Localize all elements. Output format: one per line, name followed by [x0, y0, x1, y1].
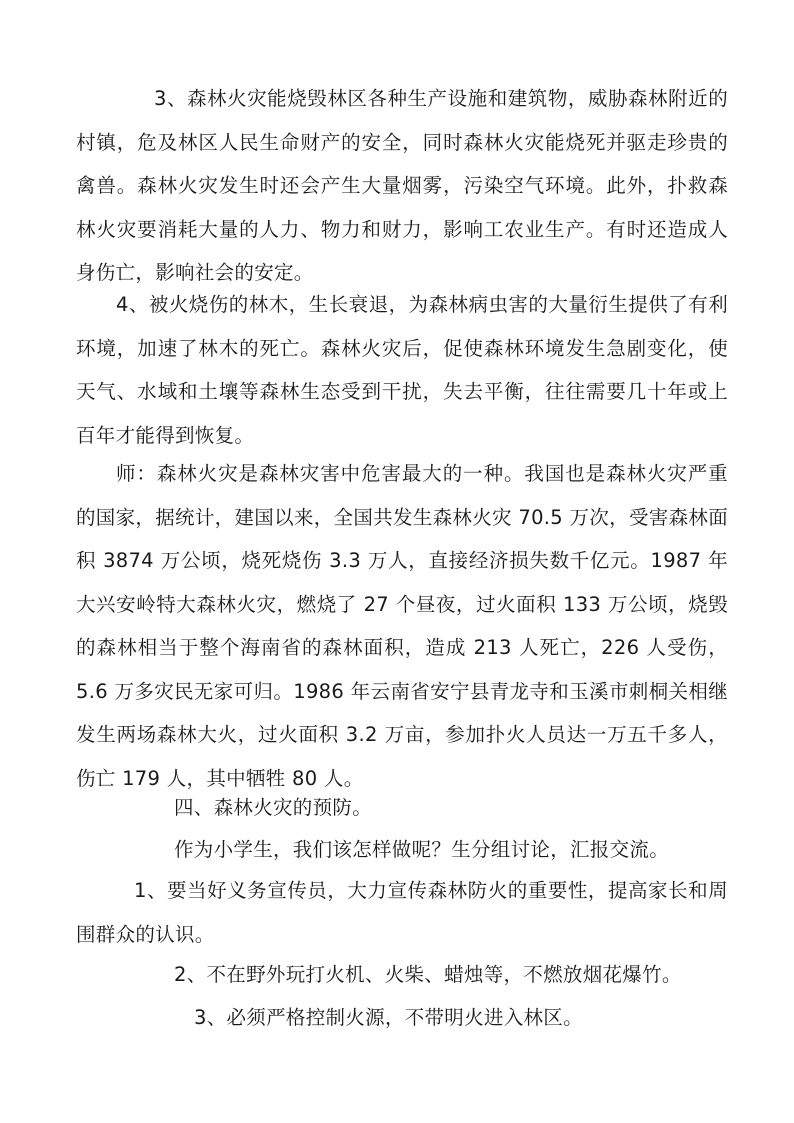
paragraph-3-forest-fire-damage: 3、森林火灾能烧毁林区各种生产设施和建筑物，威胁森林附近的村镇，危及林区人民生命财产的安全，同时森林火灾能烧死并驱走珍贵的禽兽。森林火灾发生时还会产生大量烟雾，污染空气环境。此外，扑救森林火灾要消耗大量的人力、物力和财力，影响工农业生产。有时还造成人身伤亡，影响社会的安定。: [76, 87, 728, 284]
paragraph-4-tree-damage: 4、被火烧伤的林木，生长衰退，为森林病虫害的大量衍生提供了有利环境，加速了林木的死亡。森林火灾后，促使森林环境发生急剧变化，使天气、水域和土壤等森林生态受到干扰，失去平衡，往往需要几十年或上百年才能得到恢复。: [76, 293, 728, 447]
list-item-2-no-fire-play: 2、不在野外玩打火机、火柴、蜡烛等，不燃放烟花爆竹。: [174, 963, 682, 986]
list-item-3-control-fire: 3、必须严格控制火源，不带明火进入林区。: [194, 1006, 583, 1029]
paragraph-student-discussion: 作为小学生，我们该怎样做呢？生分组讨论，汇报交流。: [174, 838, 670, 861]
paragraph-teacher-statistics: 师：森林火灾是森林灾害中危害最大的一种。我国也是森林火灾严重的国家，据统计，建国以来，全国共发生森林火灾 70.5 万次，受害森林面积 3874 万公顷，烧死烧伤 3.3 万人，直接经济损失数千亿元。1987 年大兴安岭特大森林火灾，燃烧了 27 个昼夜，过火面积 133 万公顷，烧毁的森林相当于整个海南省的森林面积，造成 213 人死亡，226 人受伤，5.6 万多灾民无家可归。1986 年云南省安宁县青龙寺和玉溪市刺桐关相继发生两场森林大火，过火面积 3.2 万亩，参加扑火人员达一万五千多人，伤亡 179 人，其中牺牲 80 人。: [76, 462, 728, 790]
list-item-1-publicity: 1、要当好义务宣传员，大力宣传森林防火的重要性，提高家长和周围群众的认识。: [76, 879, 728, 946]
section-heading-prevention: 四、森林火灾的预防。: [174, 796, 373, 819]
